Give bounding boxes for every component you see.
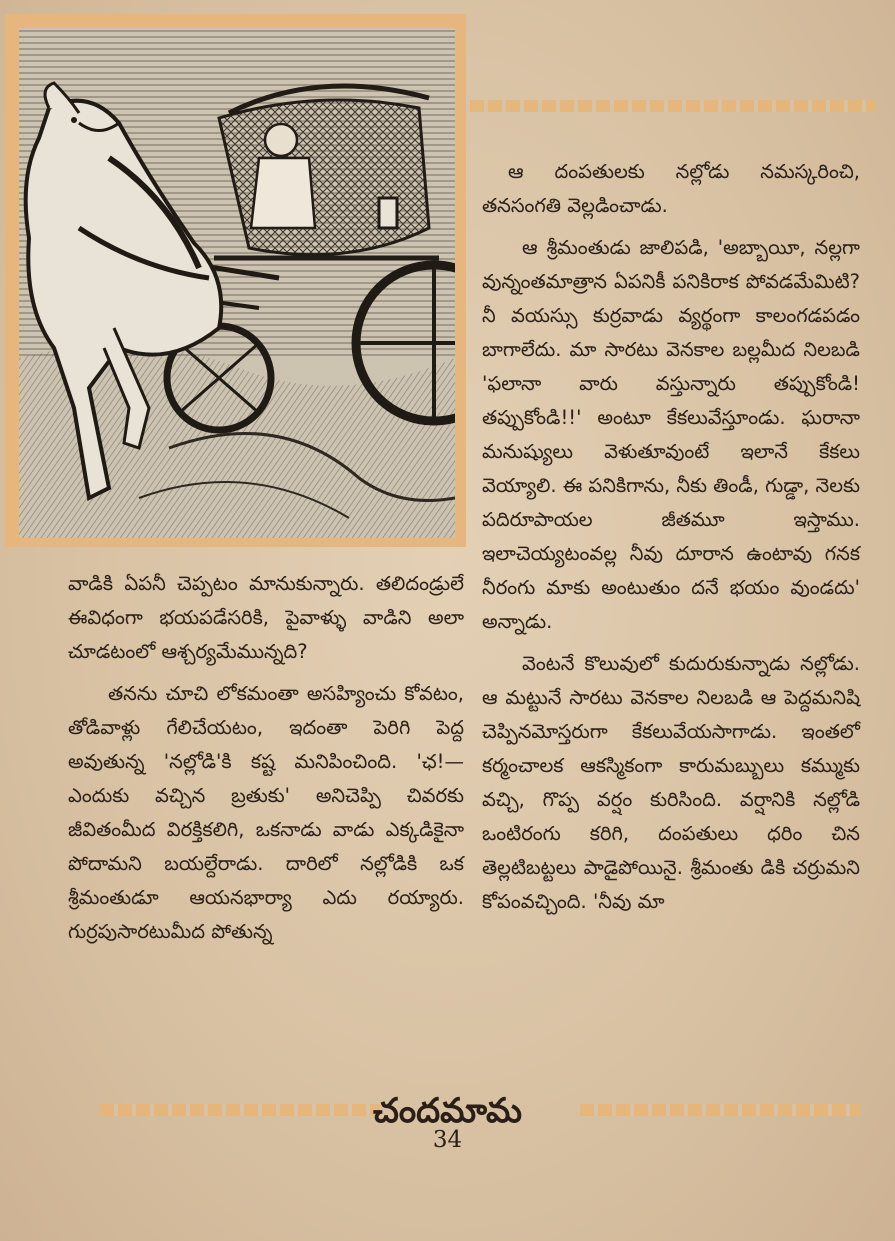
paragraph: వెంటనే కొలువులో కుదురుకున్నాడు నల్లోడు. ఆ మట్టునే సారటు వెనకాల నిలబడి ఆ పెద్దమనిషి చెప్పినమోస్తరుగా కేకలువేయసాగాడు. ఇంతలో కర్మంచాలక ఆకస్మికంగా కారుమబ్బులు కమ్ముకు వచ్చి, గొప్ప వర్షం కురిసింది. వర్షానికి నల్లోడి ఒంటిరంగు కరిగి, దంపతులు ధరిం చిన తెల్లటిబట్టలు పాడైపోయినై. శ్రీమంతు డికి చర్రుమని కోపంవచ్చింది. 'నీవు మా	[482, 652, 860, 913]
illustration-frame	[5, 14, 466, 547]
carriage-illustration	[19, 28, 455, 538]
right-column-text	[482, 155, 860, 919]
paragraph: ఆ శ్రీమంతుడు జాలిపడి, 'అబ్బాయీ, నల్లగా వున్నంతమాత్రాన ఏపనికీ పనికిరాక పోవడమేమిటి? నీ వయస్సు కుర్రవాడు వ్యర్థంగా కాలంగడపడం బాగాలేదు. మా సారటు వెనకాల బల్లమీద నిలబడి 'ఫలానా వారు వస్తున్నారు తప్పుకోండి! తప్పుకోండి!!' అంటూ కేకలువేస్తూండు. ఘరానా మనుష్యులు వెళుతూవుంటే ఇలానే కేకలు వెయ్యాలి. ఈ పనికిగాను, నీకు తిండీ, గుడ్డా, నెలకు పదిరూపాయల జీతమూ ఇస్తాము. ఇలాచెయ్యటంవల్ల నీవు దూరాన ఉంటావు గనక నీరంగు మాకు అంటుతుం దనే భయం వుండదు' అన్నాడు.	[482, 236, 860, 633]
magazine-title: చందమామ	[373, 1091, 522, 1131]
paragraph: వాడికి ఏపనీ చెప్పటం మానుకున్నారు. తలిదండ్రులే ఈవిధంగా భయపడేసరికి, పైవాళ్ళు వాడిని అలా చూడటంలో ఆశ్చర్యమేమున్నది?	[68, 572, 464, 663]
paragraph: తనను చూచి లోకమంతా అసహ్యించు కోవటం, తోడివాళ్లు గేలిచేయటం, ఇదంతా పెరిగి పెద్ద అవుతున్న 'నల్లోడి'కి కష్ట మనిపించింది. 'ఛ!—ఎందుకు వచ్చిన బ్రతుకు' అనిచెప్పి చివరకు జీవితంమీద విరక్తికలిగి, ఒకనాడు వాడు ఎక్కడికైనా పోదామని బయల్దేరాడు. దారిలో నల్లోడికి ఒక శ్రీమంతుడూ ఆయనభార్యా ఎదు రయ్యారు. గుర్రపుసారటుమీద పోతున్న	[68, 682, 464, 943]
left-column-text	[68, 567, 464, 949]
carriage-drawing	[19, 28, 455, 538]
header-ornament	[470, 100, 875, 112]
page-number: 34	[432, 1127, 463, 1153]
paragraph: ఆ దంపతులకు నల్లోడు నమస్కరించి, తనసంగతి వెల్లడించాడు.	[482, 160, 860, 217]
